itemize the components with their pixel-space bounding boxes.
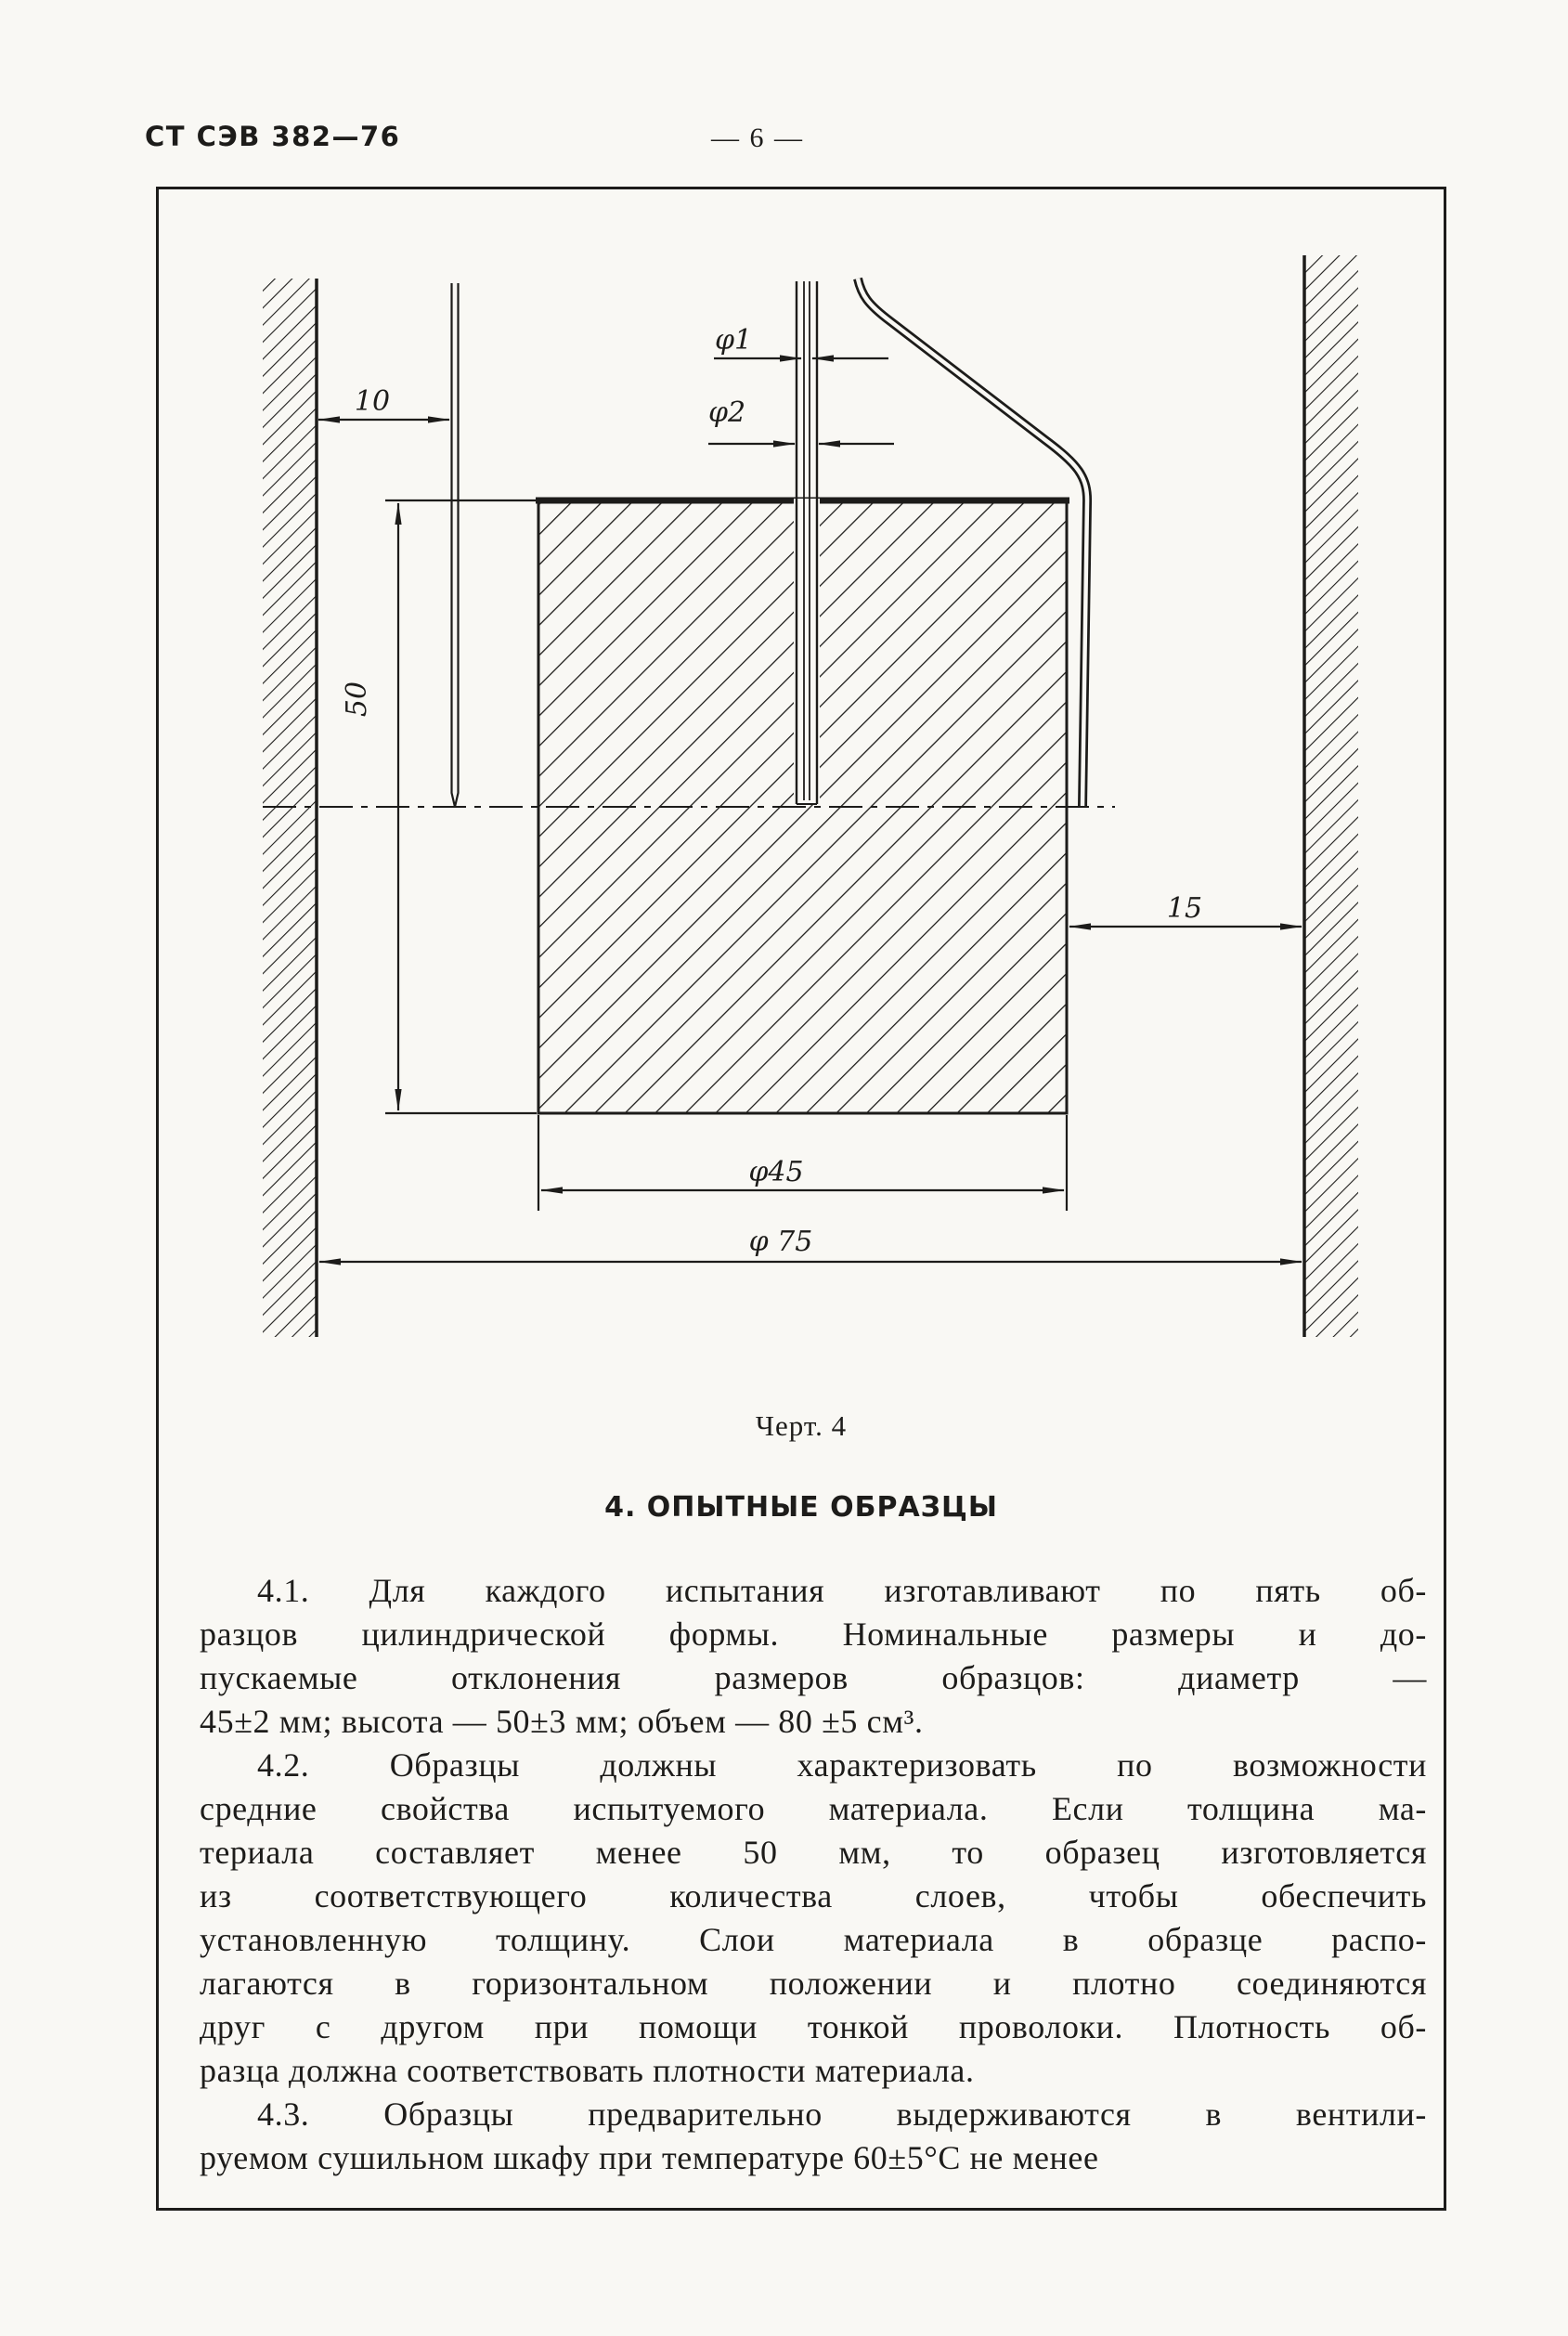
- body-text-line: из соответствующего количества слоев, чтобы обеспечить: [200, 1877, 1427, 1914]
- page-number: — 6 —: [711, 123, 804, 153]
- dim-label-height: 50: [341, 681, 373, 718]
- figure-caption: Черт. 4: [755, 1409, 848, 1442]
- body-text-line: средние свойства испытуемого материала. Если толщина ма-: [200, 1790, 1427, 1827]
- body-text-line: 4.2. Образцы должны характеризовать по возможности: [257, 1746, 1427, 1784]
- body-text-line: разцов цилиндрической формы. Номинальные размеры и до-: [200, 1616, 1427, 1653]
- content-frame: [156, 187, 1446, 2211]
- thermocouple-rod: [452, 283, 459, 807]
- dim-label-side-gap: 15: [1166, 892, 1203, 925]
- dim-label-tube: φ2: [707, 396, 746, 429]
- section-heading: 4. ОПЫТНЫЕ ОБРАЗЦЫ: [604, 1491, 998, 1524]
- body-text-line: пускаемые отклонения размеров образцов: диаметр —: [200, 1659, 1427, 1696]
- body-text-line: 45±2 мм; высота — 50±3 мм; объем — 80 ±5 см³.: [200, 1703, 924, 1740]
- capillary-tube: [794, 281, 820, 805]
- body-text-line: 4.3. Образцы предварительно выдерживаются в вентили-: [257, 2096, 1427, 2133]
- section-body: [200, 1569, 1427, 2180]
- body-text-line: руемом сушильном шкафу при температуре 60±5°С не менее: [200, 2139, 1099, 2176]
- standard-number: СТ СЭВ 382—76: [145, 121, 401, 152]
- dim-label-specimen-diameter: φ45: [748, 1156, 804, 1188]
- body-text-line: лагаются в горизонтальном положении и плотно соединяются: [200, 1965, 1427, 2002]
- figure-4-drawing: [159, 189, 1444, 1396]
- body-text-line: разца должна соответствовать плотности материала.: [200, 2052, 975, 2089]
- dim-label-wall-gap: 10: [354, 385, 391, 418]
- body-text-line: установленную толщину. Слои материала в образце распо-: [200, 1921, 1427, 1958]
- body-text-line: друг с другом при помощи тонкой проволоки. Плотность об-: [200, 2008, 1427, 2045]
- right-wall-hatch: [1304, 255, 1358, 1337]
- dim-label-vessel-diameter: φ 75: [748, 1226, 813, 1258]
- body-text-line: териала составляет менее 50 мм, то образец изготовляется: [200, 1834, 1427, 1871]
- dim-label-bore: φ1: [714, 324, 753, 357]
- body-text-line: 4.1. Для каждого испытания изготавливают по пять об-: [257, 1572, 1427, 1609]
